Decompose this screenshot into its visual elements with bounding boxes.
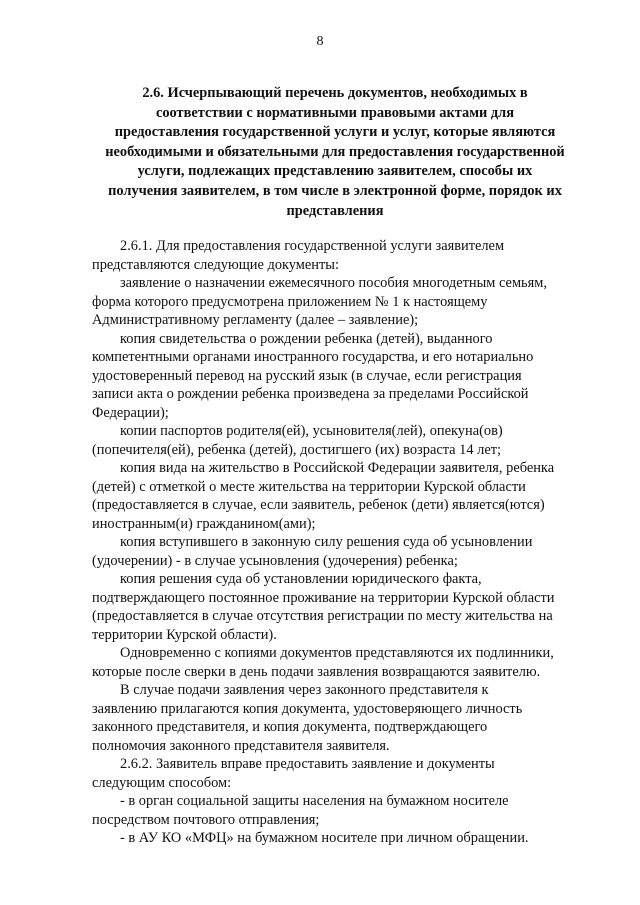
text-line: законного представителя, и копия документа, подтверждающего <box>92 719 488 735</box>
paragraph <box>92 533 580 570</box>
paragraph <box>92 459 580 533</box>
section-heading <box>100 84 570 221</box>
text-line: иностранным(и) гражданином(ами); <box>92 515 316 532</box>
paragraph <box>92 829 580 848</box>
text-line: (предоставляется в случае отсутствия регистрации по месту жительства на <box>92 608 553 624</box>
text-line: заявление о назначении ежемесячного пособия многодетным семьям, <box>120 275 547 291</box>
text-line: (предоставляется в случае, если заявитель, ребенок (дети) является(ются) <box>92 497 545 513</box>
text-line: записи акта о рождении ребенка произведена за пределами Российской <box>92 386 529 402</box>
heading-line: услуги, подлежащих представлению заявителем, способы их <box>137 163 533 180</box>
text-line: - в АУ КО «МФЦ» на бумажном носителе при личном обращении. <box>120 830 529 846</box>
text-line: копии паспортов родителя(ей), усыновителя(лей), опекуна(ов) <box>120 423 503 439</box>
paragraph <box>92 644 580 681</box>
text-line: посредством почтового отправления; <box>92 811 320 828</box>
paragraph <box>92 792 580 829</box>
page-number: 8 <box>316 34 324 49</box>
heading-line: представления <box>286 202 384 219</box>
text-line: полномочия законного представителя заявителя. <box>92 737 390 754</box>
text-line: которые после сверки в день подачи заявления возвращаются заявителю. <box>92 663 541 680</box>
heading-line: получения заявителем, в том числе в электронной форме, порядок их <box>108 182 562 199</box>
text-line: удостоверенный перевод на русский язык (в случае, если регистрация <box>92 367 522 384</box>
paragraph <box>92 330 580 423</box>
text-line: 2.6.1. Для предоставления государственной услуги заявителем <box>120 238 505 254</box>
paragraph <box>92 570 580 644</box>
paragraph <box>92 755 580 792</box>
text-line: копия вида на жительство в Российской Федерации заявителя, ребенка <box>120 460 555 476</box>
text-line: (удочерении) - в случае усыновления (удочерения) ребенка; <box>92 552 458 569</box>
text-line: представляются следующие документы: <box>92 256 339 273</box>
text-line: В случае подачи заявления через законного представителя к <box>120 682 489 698</box>
text-line: - в орган социальной защиты населения на бумажном носителе <box>120 793 509 809</box>
paragraph <box>92 681 580 755</box>
document-body <box>92 237 580 848</box>
text-line: заявлению прилагаются копия документа, удостоверяющего личность <box>92 700 523 717</box>
text-line: (детей) с отметкой о месте жительства на территории Курской области <box>92 478 526 495</box>
text-line: Административному регламенту (далее – заявление); <box>92 312 419 328</box>
paragraph <box>92 237 580 274</box>
text-line: копия вступившего в законную силу решения суда об усыновлении <box>120 534 533 550</box>
paragraph <box>92 422 580 459</box>
text-line: (попечителя(ей), ребенка (детей), достигшего (их) возраста 14 лет; <box>92 441 502 458</box>
heading-line: необходимыми и обязательными для предоставления государственной <box>105 143 565 160</box>
text-line: копия свидетельства о рождении ребенка (детей), выданного <box>120 330 493 347</box>
text-line: подтверждающего постоянное проживание на территории Курской области <box>92 589 555 606</box>
heading-line: 2.6. Исчерпывающий перечень документов, необходимых в <box>142 85 528 101</box>
heading-line: предоставления государственной услуги и услуг, которые являются <box>114 124 556 141</box>
text-line: следующим способом: <box>92 774 232 791</box>
text-line: территории Курской области). <box>92 626 277 643</box>
text-line: 2.6.2. Заявитель вправе предоставить заявление и документы <box>120 756 495 772</box>
paragraph <box>92 274 580 330</box>
text-line: Одновременно с копиями документов представляются их подлинники, <box>120 645 554 661</box>
text-line: компетентными органами иностранного государства, и его нотариально <box>92 349 534 365</box>
heading-line: соответствии с нормативными правовыми актами для <box>155 104 515 121</box>
text-line: Федерации); <box>92 404 169 421</box>
text-line: копия решения суда об установлении юридического факта, <box>120 571 482 587</box>
text-line: форма которого предусмотрена приложением № 1 к настоящему <box>92 293 488 310</box>
